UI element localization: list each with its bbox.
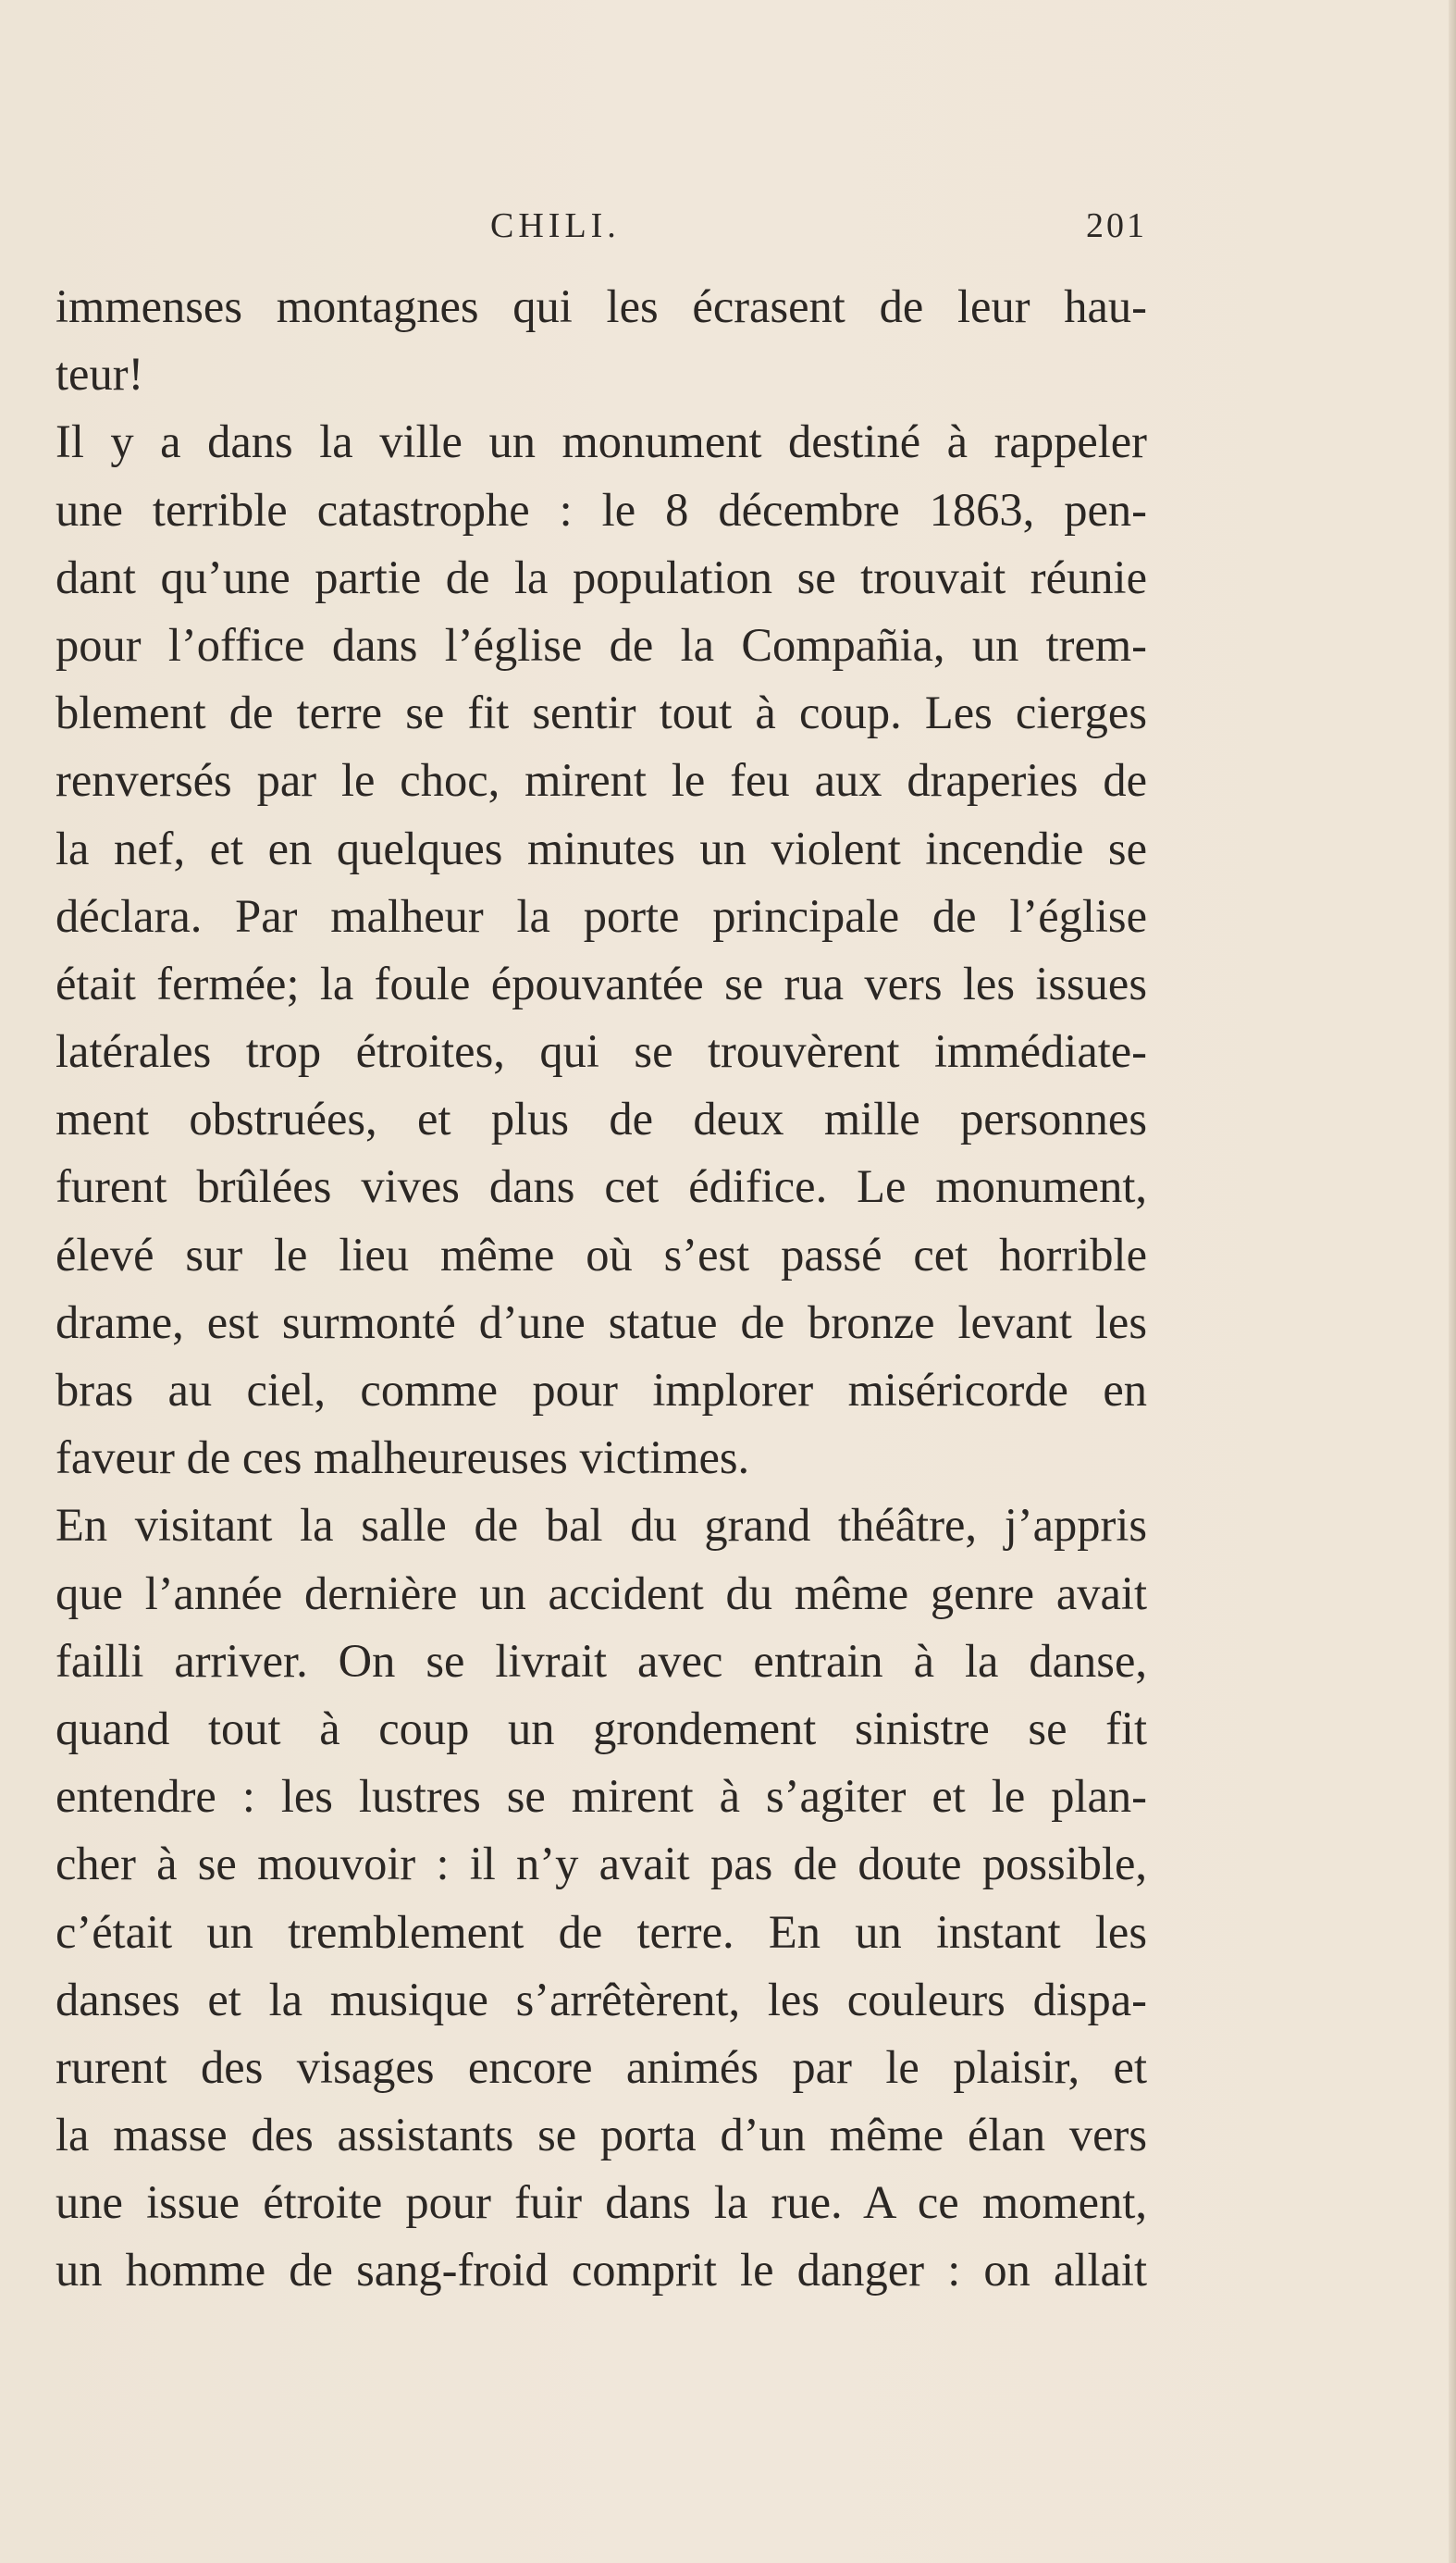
text-line: failli arriver. On se livrait avec entrain à la danse, [56, 1634, 1147, 1687]
text-line: danses et la musique s’arrêtèrent, les couleurs dispa- [56, 1973, 1147, 2025]
text-line: pour l’office dans l’église de la Compañia, un trem- [56, 618, 1147, 671]
body-text [56, 273, 1147, 2305]
text-line: faveur de ces malheureuses victimes. [56, 1431, 750, 1484]
text-line: drame, est surmonté d’une statue de bronze levant les [56, 1295, 1147, 1348]
text-line: Il y a dans la ville un monument destiné à rappeler [56, 415, 1147, 468]
text-line: latérales trop étroites, qui se trouvèrent immédiate- [56, 1025, 1147, 1078]
text-line: furent brûlées vives dans cet édifice. Le monument, [56, 1160, 1147, 1213]
text-line: une terrible catastrophe : le 8 décembre 1863, pen- [56, 483, 1147, 536]
text-line: dant qu’une partie de la population se trouvait réunie [56, 551, 1147, 603]
page-edge [1449, 0, 1456, 2563]
text-line: immenses montagnes qui les écrasent de leur hau- [56, 280, 1147, 332]
text-line: la masse des assistants se porta d’un même élan vers [56, 2109, 1147, 2161]
text-line: blement de terre se fit sentir tout à coup. Les cierges [56, 687, 1147, 739]
text-line: En visitant la salle de bal du grand théâtre, j’appris [56, 1499, 1147, 1552]
text-line: que l’année dernière un accident du même genre avait [56, 1566, 1147, 1619]
text-line: teur! [56, 348, 144, 401]
text-line: la nef, et en quelques minutes un violent incendie se [56, 822, 1147, 874]
text-line: c’était un tremblement de terre. En un instant les [56, 1905, 1147, 1958]
text-line: une issue étroite pour fuir dans la rue. A ce moment, [56, 2176, 1147, 2229]
text-line: était fermée; la foule épouvantée se rua vers les issues [56, 957, 1147, 1009]
text-line: renversés par le choc, mirent le feu aux draperies de [56, 754, 1147, 807]
page-number: 201 [1086, 206, 1147, 245]
running-title: CHILI. [490, 206, 621, 245]
text-line: entendre : les lustres se mirent à s’agiter et le plan- [56, 1770, 1147, 1823]
text-line: ment obstruées, et plus de deux mille personnes [56, 1093, 1147, 1145]
text-line: déclara. Par malheur la porte principale de l’église [56, 889, 1147, 942]
text-line: cher à se mouvoir : il n’y avait pas de doute possible, [56, 1838, 1147, 1890]
text-line: bras au ciel, comme pour implorer miséricorde en [56, 1364, 1147, 1416]
text-line: rurent des visages encore animés par le plaisir, et [56, 2040, 1147, 2093]
running-header [56, 205, 1147, 252]
text-line: un homme de sang-froid comprit le danger : on allait [56, 2244, 1147, 2297]
text-line: élevé sur le lieu même où s’est passé cet horrible [56, 1228, 1147, 1281]
text-line: quand tout à coup un grondement sinistre se fit [56, 1702, 1147, 1754]
